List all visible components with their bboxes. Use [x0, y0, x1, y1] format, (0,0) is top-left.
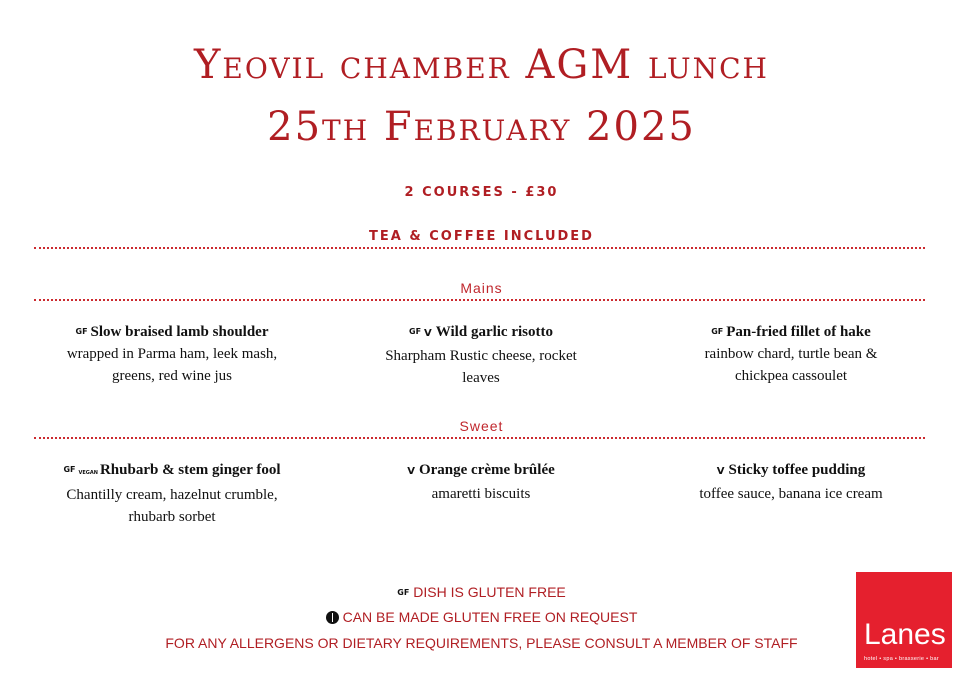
gluten-free-badge: GF	[397, 588, 410, 597]
dish-name: Orange crème brûlée	[418, 462, 555, 478]
divider	[34, 247, 925, 249]
vegetarian-badge: V	[407, 466, 415, 477]
dish-name: Wild garlic risotto	[435, 324, 553, 340]
dish-name: Pan-fried fillet of hake	[726, 324, 871, 340]
lanes-logo	[856, 572, 952, 668]
dish-description: Sharpham Rustic cheese, rocket	[385, 348, 577, 364]
logo-name: Lanes	[864, 618, 946, 651]
dish-lamb	[22, 321, 322, 387]
gluten-free-badge: GF	[711, 327, 724, 336]
divider	[34, 437, 925, 439]
dish-name: Slow braised lamb shoulder	[90, 324, 269, 340]
gluten-free-request-icon	[326, 611, 339, 624]
gf-note-text: DISH IS GLUTEN FREE	[413, 584, 566, 600]
gluten-free-badge: GF	[409, 327, 422, 336]
vegetarian-badge: V	[716, 466, 725, 477]
dish-name: Rhubarb & stem ginger fool	[99, 462, 281, 478]
dish-description: chickpea cassoulet	[734, 368, 848, 384]
section-title-sweet: Sweet	[459, 418, 504, 434]
menu-title: Yeovil chamber AGM lunch	[194, 42, 769, 88]
vegan-badge: VEGAN	[78, 470, 98, 476]
dish-description: amaretti biscuits	[431, 486, 531, 502]
footer-allergens-note: FOR ANY ALLERGENS OR DIETARY REQUIREMENTS, PLEASE CONSULT A MEMBER OF STAFF	[165, 635, 798, 651]
footer-gf-request-note	[0, 609, 963, 625]
menu-date: 25th February 2025	[267, 104, 696, 150]
dish-sticky-toffee	[641, 459, 941, 505]
dish-name: Sticky toffee pudding	[728, 462, 866, 478]
dish-creme-brulee	[331, 459, 631, 505]
vegetarian-badge: V	[424, 328, 432, 339]
footer-gf-note	[0, 584, 963, 600]
dish-hake	[641, 321, 941, 387]
dish-description: toffee sauce, banana ice cream	[699, 486, 883, 502]
gf-request-text: CAN BE MADE GLUTEN FREE ON REQUEST	[342, 609, 638, 625]
dish-rhubarb-fool	[22, 459, 322, 528]
logo-tagline: hotel • spa • brasserie • bar	[864, 656, 940, 662]
dish-risotto	[331, 321, 631, 389]
divider	[34, 299, 925, 301]
gluten-free-badge: GF	[63, 465, 76, 474]
tea-coffee-note: TEA & COFFEE INCLUDED	[369, 229, 594, 244]
section-title-mains: Mains	[460, 280, 503, 296]
courses-price: 2 COURSES - £30	[404, 185, 559, 200]
dish-description: leaves	[462, 370, 500, 386]
gluten-free-badge: GF	[75, 327, 88, 336]
dish-description: rainbow chard, turtle bean &	[704, 346, 878, 362]
dish-description: wrapped in Parma ham, leek mash,	[66, 346, 278, 362]
dish-description: rhubarb sorbet	[128, 509, 216, 525]
dish-description: greens, red wine jus	[112, 368, 232, 384]
dish-description: Chantilly cream, hazelnut crumble,	[66, 487, 278, 503]
